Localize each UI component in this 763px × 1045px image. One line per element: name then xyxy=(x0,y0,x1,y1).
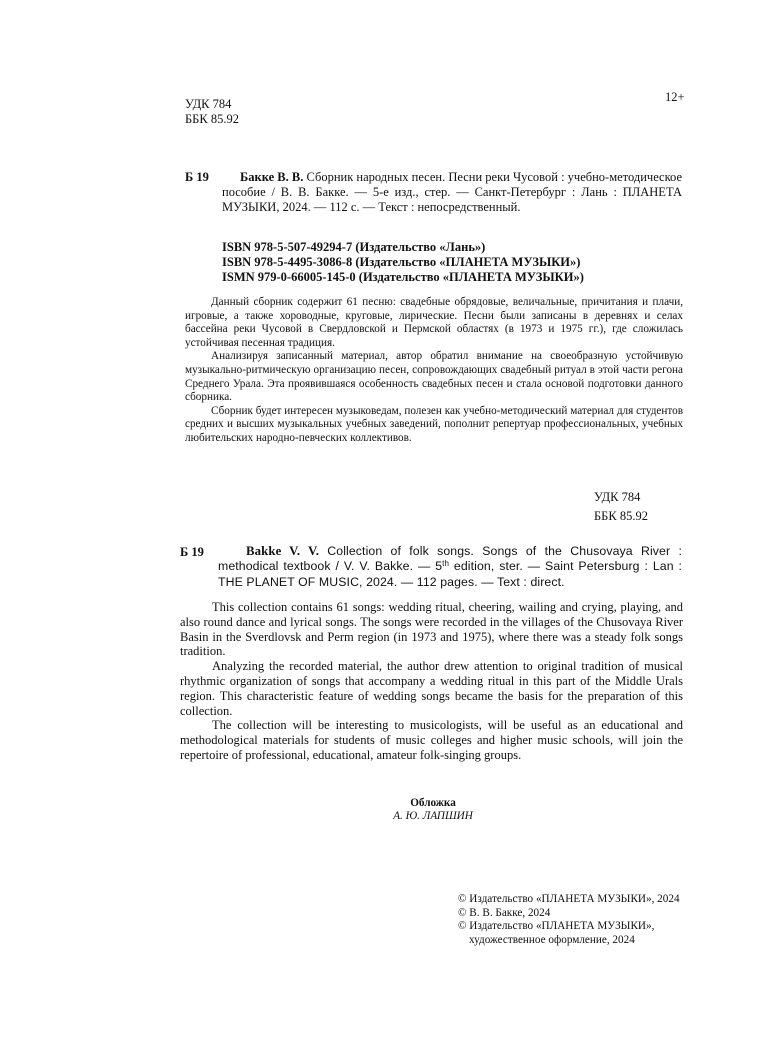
isbn-list xyxy=(222,240,584,285)
ismn-line: ISMN 979-0-66005-145-0 (Издательство «ПЛАНЕТА МУЗЫКИ») xyxy=(222,270,584,284)
cover-label: Обложка xyxy=(410,797,456,809)
bbk-code-en: ББК 85.92 xyxy=(594,509,648,523)
catalog-code-en: Б 19 xyxy=(180,545,204,559)
bibliographic-description: Сборник народных песен. Песни реки Чусовой : учебно-методическое пособие / В. В. Бакке. — 5-е изд., стер. — Санкт-Петербург : Лань : ПЛАНЕТА МУЗЫКИ, 2024. — 112 с. — Текст : непосредственный. xyxy=(222,170,682,214)
abstract-paragraph: Анализируя записанный материал, автор обратил внимание на своеобразную устойчивую музыкально-ритмическую организацию песен, сопровождающих свадебный ритуал в этой части регона Среднего Урала. Эта проявившаяся особенность свадебных песен и стала основой подготовки данного сборника. xyxy=(185,350,683,404)
isbn-line: ISBN 978-5-507-49294-7 (Издательство «Лань») xyxy=(222,240,486,254)
copyright-line: © Издательство «ПЛАНЕТА МУЗЫКИ», xyxy=(458,920,655,933)
abstract-ru xyxy=(185,296,683,446)
author-name-en: Bakke V. V. xyxy=(246,544,319,558)
age-rating: 12+ xyxy=(665,90,685,104)
copyright-line: © В. В. Бакке, 2024 xyxy=(458,906,551,919)
copyright-block xyxy=(458,893,680,947)
copyright-line: художественное оформление, 2024 xyxy=(469,933,635,946)
cover-artist: А. Ю. ЛАПШИН xyxy=(393,810,473,822)
copyright-line: © Издательство «ПЛАНЕТА МУЗЫКИ», 2024 xyxy=(458,893,680,905)
abstract-paragraph-en: The collection will be interesting to musicologists, will be useful as an educational and methodological materials for students of music colleges and higher music schools, will join the repertoire of professional, educational, amateur folk-singing groups. xyxy=(180,718,683,762)
abstract-paragraph-en: Analyzing the recorded material, the author drew attention to original tradition of musical rhythmic organization of songs that accompany a wedding ritual in this part of the Middle Urals region. This characteristic feature of wedding songs became the basis for the preparation of this collection. xyxy=(180,659,683,718)
catalog-code: Б 19 xyxy=(185,170,209,184)
udk-code: УДК 784 xyxy=(185,97,232,111)
isbn-line: ISBN 978-5-4495-3086-8 (Издательство «ПЛАНЕТА МУЗЫКИ») xyxy=(222,255,581,269)
bibliographic-description-en: Collection of folk songs. Songs of the Chusovaya River : methodical textbook / V. V. Bakke. — 5th edition, ster. — Saint Petersburg : Lan : THE PLANET OF MUSIC, 2024. — 112 pages. — Text : direct. xyxy=(218,544,683,589)
abstract-paragraph: Сборник будет интересен музыковедам, полезен как учебно-методический материал для студентов средних и высших музыкальных учебных заведений, пополнит репертуар профессиональных, учебных любительских народно-певческих коллективов. xyxy=(185,404,683,444)
udk-code-en: УДК 784 xyxy=(594,490,641,504)
abstract-paragraph-en: This collection contains 61 songs: wedding ritual, cheering, wailing and crying, playing, and also round dance and lyrical songs. The songs were recorded in the villages of the Chusovaya River Basin in the Sverdlovsk and Perm region (in 1973 and 1975), where there was a steady folk songs tradition. xyxy=(180,600,683,659)
bbk-code: ББК 85.92 xyxy=(185,112,239,126)
bibliographic-entry-en xyxy=(218,544,682,590)
author-name: Бакке В. В. xyxy=(240,170,304,184)
abstract-paragraph: Данный сборник содержит 61 песню: свадебные обрядовые, величальные, причитания и плачи, игровые, а также хороводные, круговые, лирические. Песни были записаны в деревнях и селах бассейна реки Чусовой в Свердловской и Пермской областях (в 1973 и 1975 гг.), где сложилась устойчивая песенная традиция. xyxy=(185,296,683,349)
abstract-en xyxy=(180,600,683,763)
bibliographic-entry xyxy=(222,170,682,215)
